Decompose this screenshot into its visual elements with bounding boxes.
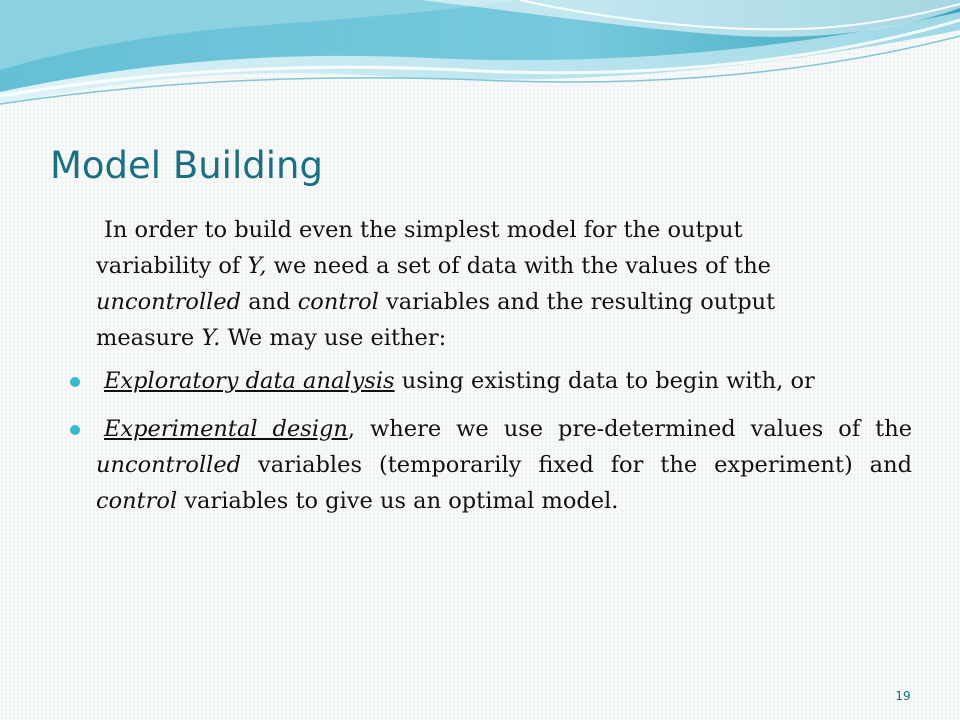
bullet-list <box>96 363 912 519</box>
intro-text-3: and <box>241 289 298 315</box>
intro-text-4: variables and the resulting output measure <box>96 289 776 351</box>
bullet-term: Experimental design <box>104 416 348 442</box>
intro-text-1: In order to build even the simplest model for the output variability of <box>96 217 743 279</box>
header-wave-decoration <box>0 0 960 140</box>
bullet-term: Exploratory data analysis <box>104 368 395 394</box>
bullet-item-experimental <box>96 411 912 519</box>
control-term: control <box>297 289 379 315</box>
slide-title: Model Building <box>50 144 323 187</box>
bullet-text: using existing data to begin with, or <box>394 368 815 394</box>
uncontrolled-term: uncontrolled <box>96 289 242 315</box>
bullet-text: variables (temporarily fixed for the experiment) and <box>241 452 912 478</box>
slide-body <box>96 212 912 531</box>
variable-y: Y. <box>201 325 221 351</box>
intro-paragraph <box>96 212 856 356</box>
page-number: 19 <box>895 689 911 703</box>
bullet-dot-icon <box>70 425 80 435</box>
bullet-text: , where we use pre-determined values of the <box>347 416 913 442</box>
intro-text-5: We may use either: <box>220 325 447 351</box>
intro-text-2: we need a set of data with the values of the <box>266 253 772 279</box>
control-term: control <box>96 488 178 514</box>
uncontrolled-term: uncontrolled <box>96 452 242 478</box>
bullet-text: variables to give us an optimal model. <box>177 488 619 514</box>
bullet-dot-icon <box>70 377 80 387</box>
bullet-item-exploratory <box>96 363 912 399</box>
variable-y: Y, <box>247 253 267 279</box>
